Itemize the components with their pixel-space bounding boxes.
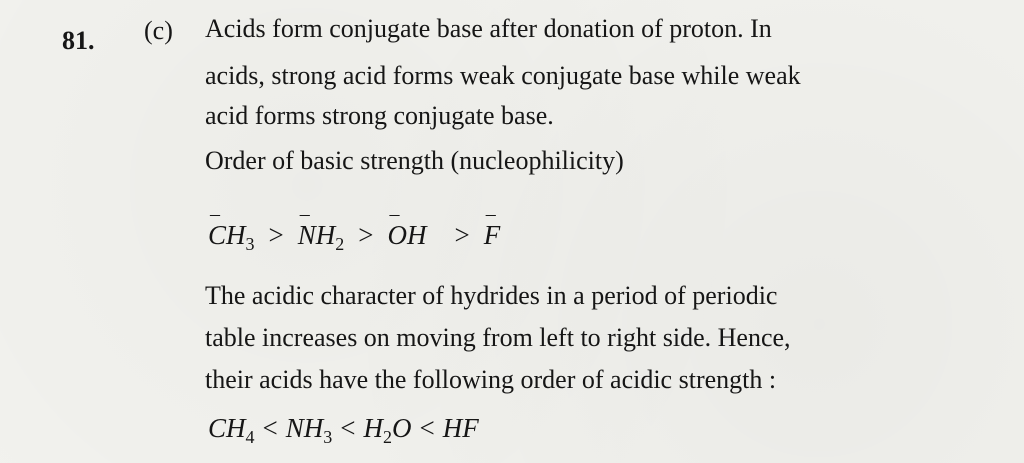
basic-strength-order	[208, 203, 501, 254]
paragraph1-line1: Acids form conjugate base after donation of proton. In	[205, 14, 772, 43]
paragraph2-line2: table increases on moving from left to right side. Hence,	[205, 323, 791, 352]
paragraph1-line2: acids, strong acid forms weak conjugate base while weak	[205, 61, 801, 90]
ammonia: $NH_3$	[285, 413, 333, 447]
less-than: <	[419, 413, 435, 443]
negative-charge-bar: –	[485, 203, 496, 225]
hydroxide-anion: – OH	[387, 203, 427, 250]
paragraph2-line3: their acids have the following order of acidic strength :	[205, 365, 777, 394]
answer-option: (c)	[144, 16, 173, 45]
negative-charge-bar: –	[210, 203, 220, 225]
paragraph1-line3: acid forms strong conjugate base.	[205, 101, 554, 130]
acidic-strength-order	[208, 415, 479, 446]
water: $H_2O$	[363, 413, 412, 447]
greater-than: >	[268, 220, 284, 250]
question-number: 81.	[62, 26, 95, 55]
less-than: <	[340, 413, 356, 443]
methane: $CH_4$	[208, 413, 255, 447]
less-than: <	[262, 413, 278, 443]
order-heading: Order of basic strength (nucleophilicity)	[205, 146, 624, 175]
negative-charge-bar: –	[389, 203, 400, 225]
greater-than: >	[454, 220, 470, 250]
hydrogen-fluoride: HF	[442, 413, 479, 443]
amide-anion: – $NH_2$	[297, 203, 345, 254]
methyl-anion: – $CH_3$	[208, 203, 255, 254]
fluoride-anion: – F	[483, 203, 501, 250]
negative-charge-bar: –	[299, 203, 310, 225]
greater-than: >	[358, 220, 374, 250]
paragraph2-line1: The acidic character of hydrides in a period of periodic	[205, 281, 778, 310]
